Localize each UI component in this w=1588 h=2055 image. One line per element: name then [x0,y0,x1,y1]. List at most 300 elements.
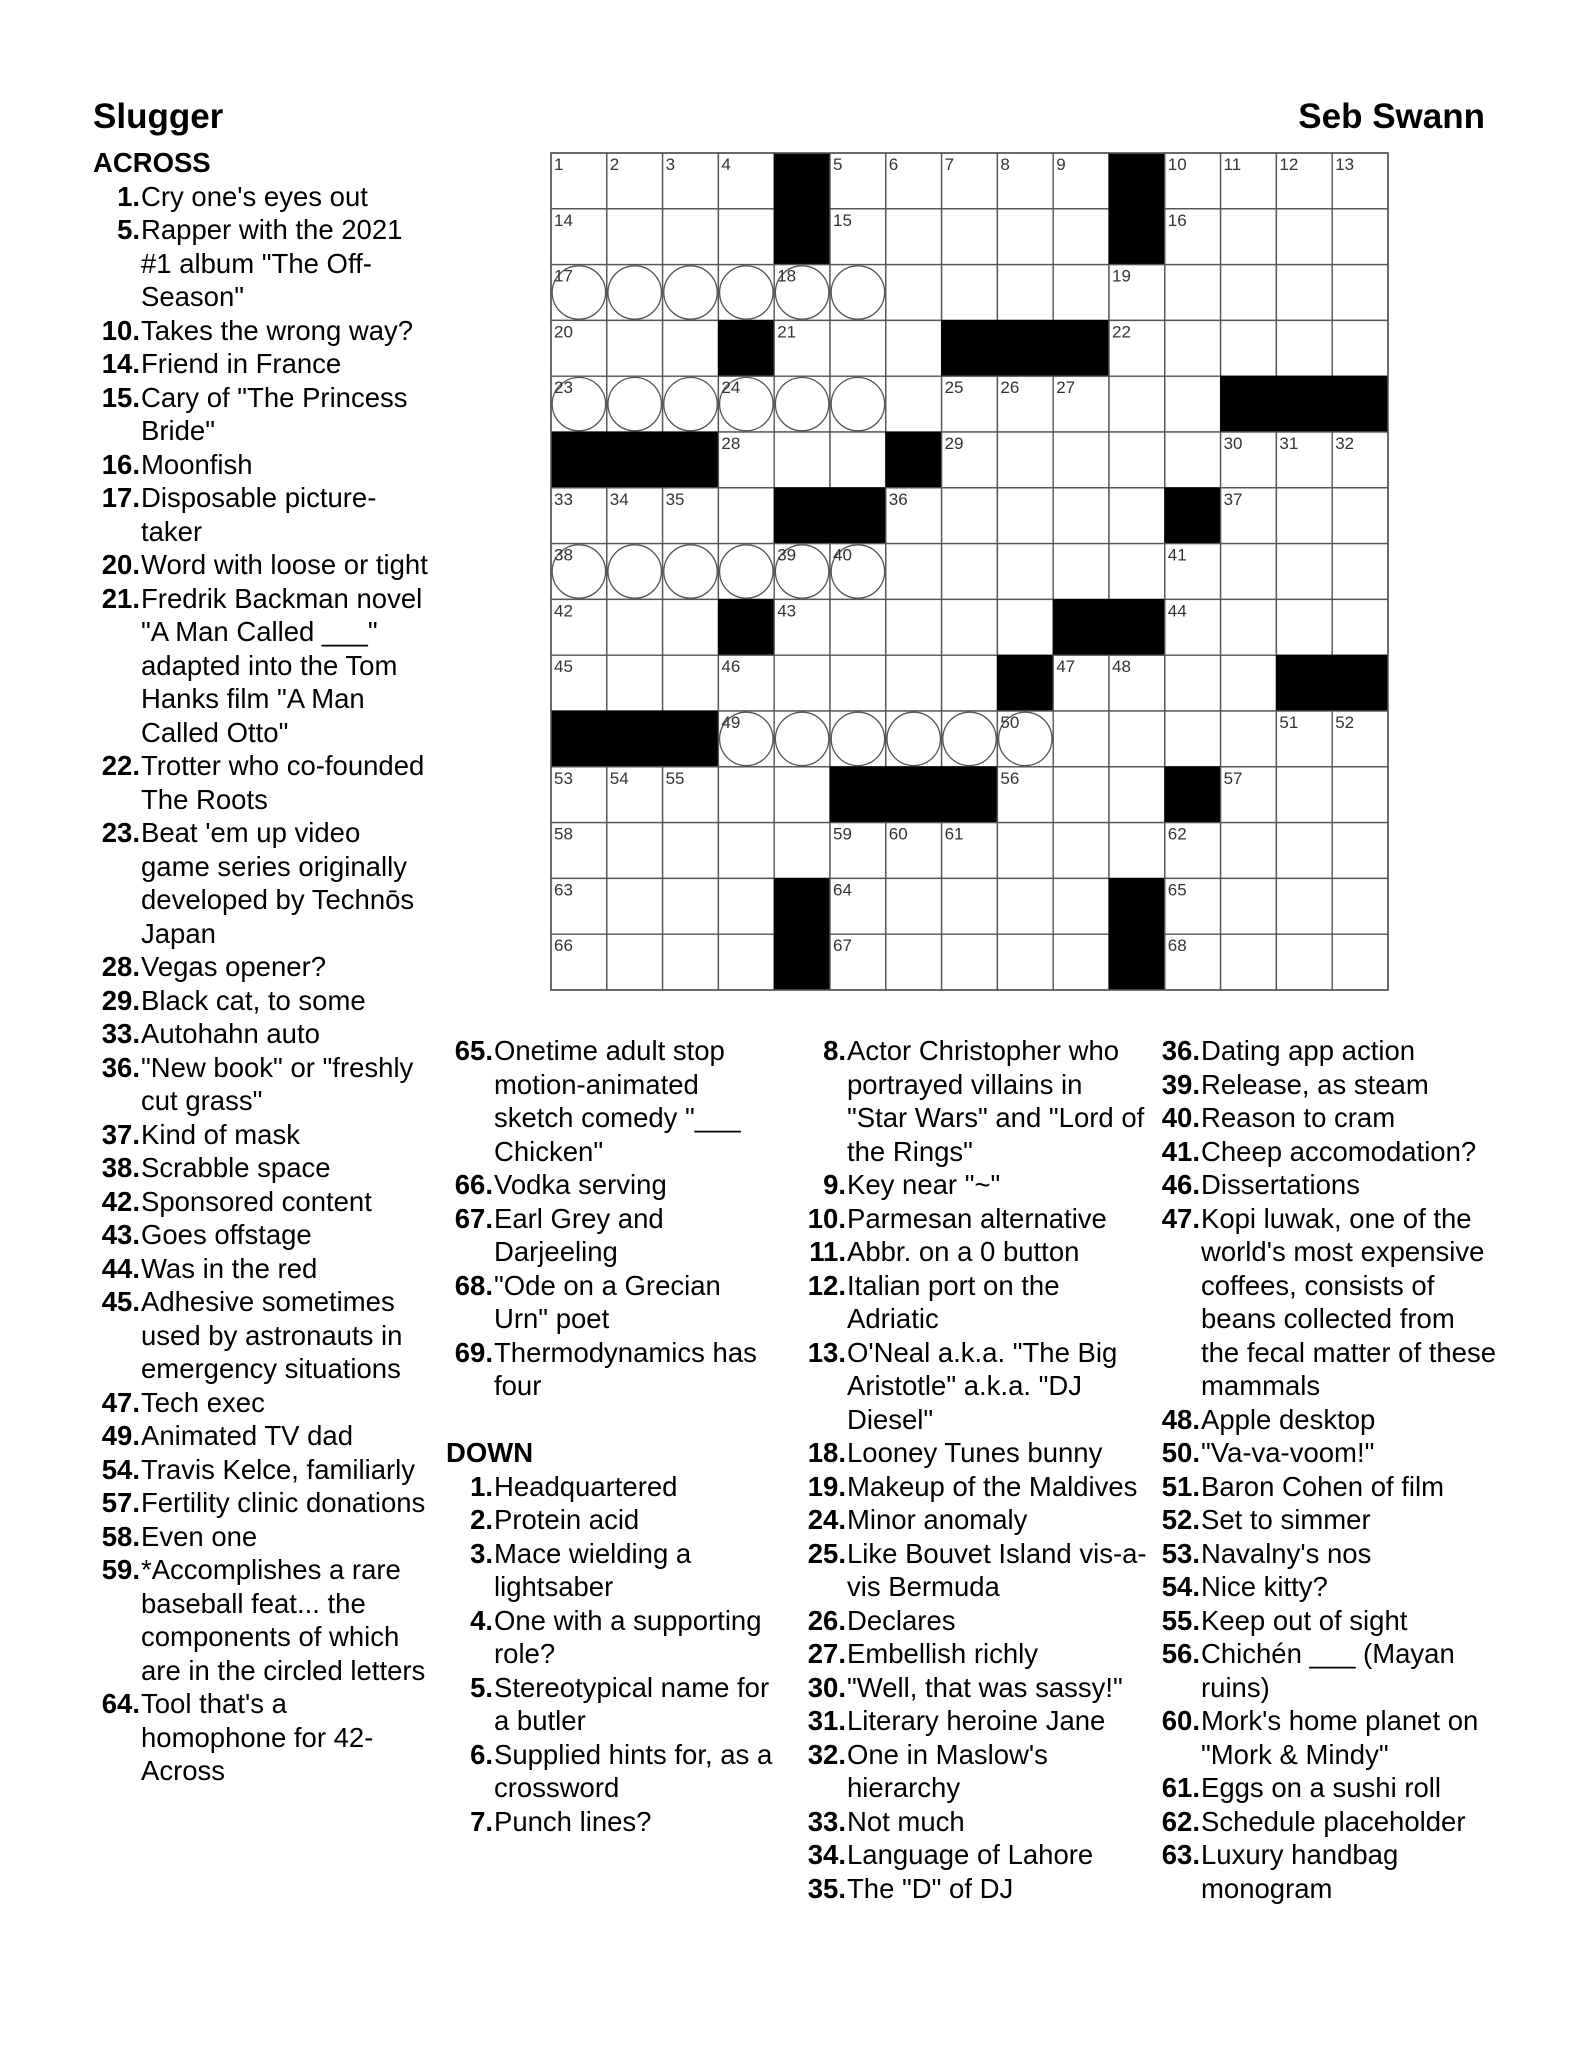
cell-number: 18 [777,266,797,286]
clue-text: One in Maslow's hierarchy [847,1738,1048,1803]
grid-cell[interactable] [1053,823,1109,879]
grid-cell[interactable] [1276,599,1332,655]
across-clue[interactable] [93,1486,435,1520]
grid-cell[interactable] [663,376,719,432]
down-clue[interactable] [799,1503,1149,1537]
cell-number: 40 [833,545,852,565]
cell-number: 47 [1056,657,1076,677]
cell-number: 39 [777,545,797,565]
down-clue[interactable] [1153,1503,1498,1537]
grid-cell[interactable] [607,934,663,990]
grid-cell[interactable] [1053,544,1109,600]
grid-cell[interactable] [1221,823,1277,879]
grid-cell[interactable] [830,655,886,711]
grid-cell[interactable] [830,599,886,655]
clue-text: Beat 'em up video game series originally developed by Technōs Japan [141,817,415,949]
clue-text: Autohahn auto [141,1018,320,1049]
grid-cell[interactable] [830,320,886,376]
grid-cell[interactable] [1109,544,1165,600]
down-clue[interactable] [1153,1704,1498,1771]
clue-text: Black cat, to some [141,984,366,1016]
clue-number: 42. [101,1185,140,1217]
grid-cell[interactable] [718,544,774,600]
down-clue[interactable] [1153,1771,1498,1805]
grid-cell[interactable] [1053,711,1109,767]
clue-text: Dating app action [1201,1035,1416,1066]
down-clue[interactable] [799,1604,1149,1638]
black-square [1276,655,1332,711]
down-clue[interactable] [799,1202,1149,1236]
grid-cell[interactable] [1165,376,1221,432]
grid-cell[interactable] [607,209,663,265]
cell-number: 63 [554,880,573,900]
clue-number: 57. [101,1487,140,1518]
across-clue[interactable] [93,1386,435,1420]
grid-cell[interactable] [663,655,719,711]
cell-number: 20 [554,322,573,342]
black-square [942,320,998,376]
grid-cell[interactable] [718,209,774,265]
clue-number: 64. [101,1688,140,1719]
black-square [551,432,607,488]
cell-number: 6 [888,155,899,174]
grid-cell[interactable] [663,599,719,655]
grid-cell[interactable] [997,599,1053,655]
clue-text: Chichén ___ (Mayan ruins) [1201,1638,1455,1703]
grid-cell[interactable] [1109,767,1165,823]
down-clue[interactable] [1153,1805,1498,1839]
grid-cell[interactable] [607,655,663,711]
cell-number: 49 [721,713,741,732]
grid-cell[interactable] [997,823,1053,879]
clue-number: 35. [807,1872,846,1904]
grid-cell[interactable] [997,209,1053,265]
cell-number: 38 [554,545,573,565]
down-clue[interactable] [1153,1034,1498,1068]
clue-number: 20. [101,549,140,580]
clue-text: Language of Lahore [847,1839,1094,1870]
across-clue[interactable] [93,347,435,381]
cell-number: 24 [721,378,741,398]
across-clue[interactable] [446,1168,781,1202]
grid-cell[interactable] [607,320,663,376]
down-clue[interactable] [799,1470,1149,1504]
clue-number: 10. [101,314,140,346]
cell-number: 15 [833,210,852,230]
grid-cell[interactable] [942,265,998,321]
clue-text: "Well, that was sassy!" [847,1671,1123,1703]
down-clue[interactable] [799,1034,1149,1168]
black-square [1053,320,1109,376]
clue-text: Abbr. on a 0 button [847,1236,1080,1267]
down-clue[interactable] [1153,1537,1498,1571]
cell-number: 64 [833,880,852,900]
down-clue-list-continued [799,1034,1149,1905]
clue-text: *Accomplishes a rare baseball feat... the components of which are in the circled letters [141,1554,426,1686]
clue-number: 37. [101,1118,140,1150]
clue-number: 33. [807,1805,846,1837]
across-clue[interactable] [93,180,435,214]
black-square [718,320,774,376]
across-clue[interactable] [93,816,435,950]
grid-cell[interactable] [1109,823,1165,879]
crossword-grid-svg[interactable] [550,152,1389,991]
clue-text: Word with loose or tight [141,549,428,580]
cell-number: 13 [1335,155,1355,174]
cell-number: 27 [1056,378,1076,398]
grid-cell[interactable] [1053,878,1109,934]
grid-cell[interactable] [607,376,663,432]
grid-cell[interactable] [774,711,830,767]
black-square [997,320,1053,376]
grid-cell[interactable] [1165,711,1221,767]
grid-cell[interactable] [718,767,774,823]
clue-number: 15. [101,381,140,413]
down-clue[interactable] [799,1738,1149,1805]
down-clue[interactable] [799,1436,1149,1470]
grid-cell[interactable] [1276,209,1332,265]
clue-number: 3. [470,1537,493,1569]
cell-number: 51 [1279,713,1299,732]
grid-cell[interactable] [1276,767,1332,823]
clue-number: 13. [807,1336,846,1368]
grid-cell[interactable] [1276,488,1332,544]
down-clue[interactable] [799,1537,1149,1604]
down-clue[interactable] [799,1671,1149,1705]
grid-cell[interactable] [997,265,1053,321]
grid-cell[interactable] [1053,934,1109,990]
across-clue[interactable] [446,1269,781,1336]
cell-number: 11 [1223,155,1242,174]
down-clue[interactable] [799,1872,1149,1906]
clue-column-1 [93,146,435,1788]
clue-number: 50. [1161,1437,1200,1468]
grid-cell[interactable] [663,265,719,321]
across-clue[interactable] [93,1520,435,1554]
grid-cell[interactable] [1165,432,1221,488]
grid-cell[interactable] [607,878,663,934]
clue-number: 5. [470,1671,493,1703]
black-square [1165,767,1221,823]
down-clue[interactable] [799,1235,1149,1269]
grid-cell[interactable] [663,209,719,265]
grid-cell[interactable] [1332,599,1388,655]
down-clue[interactable] [1153,1838,1498,1905]
grid-cell[interactable] [1332,209,1388,265]
across-clue[interactable] [93,1218,435,1252]
across-clue[interactable] [93,1687,435,1788]
clue-number: 47. [1161,1202,1200,1234]
clue-text: Keep out of sight [1201,1604,1408,1636]
across-clue[interactable] [93,1118,435,1152]
grid-cell[interactable] [774,823,830,879]
clue-text: Apple desktop [1201,1403,1376,1435]
across-clue[interactable] [93,582,435,750]
clue-text: Goes offstage [141,1219,312,1250]
down-clue[interactable] [1153,1202,1498,1403]
clue-number: 51. [1161,1470,1200,1502]
grid-cell[interactable] [886,599,942,655]
clue-text: Disposable picture-taker [141,482,377,547]
grid-cell[interactable] [886,544,942,600]
grid-cell[interactable] [607,265,663,321]
clue-number: 5. [117,214,140,245]
grid-cell[interactable] [607,823,663,879]
grid-cell[interactable] [1332,488,1388,544]
puzzle-title: Slugger [93,97,224,136]
clue-number: 16. [101,448,140,480]
across-clue[interactable] [446,1202,781,1269]
grid-cell[interactable] [886,320,942,376]
grid-cell[interactable] [1221,544,1277,600]
grid-cell[interactable] [1221,265,1277,321]
clue-number: 43. [101,1219,140,1250]
across-clue[interactable] [93,1017,435,1051]
grid-cell[interactable] [942,488,998,544]
across-clue[interactable] [93,1051,435,1118]
grid-cell[interactable] [1221,599,1277,655]
grid-cell[interactable] [830,432,886,488]
grid-cell[interactable] [1221,655,1277,711]
clue-number: 36. [1161,1035,1200,1066]
grid-cell[interactable] [942,934,998,990]
grid-cell[interactable] [830,376,886,432]
clue-text: Vodka serving [494,1169,667,1200]
grid-cell[interactable] [663,544,719,600]
clue-number: 1. [470,1470,493,1502]
across-clue[interactable] [93,1252,435,1286]
grid-cell[interactable] [1165,655,1221,711]
clue-number: 53. [1161,1537,1200,1569]
clue-number: 19. [807,1470,846,1502]
down-clue[interactable] [799,1838,1149,1872]
grid-cell[interactable] [1109,711,1165,767]
grid-cell[interactable] [1053,209,1109,265]
grid-cell[interactable] [1332,544,1388,600]
grid-cell[interactable] [663,878,719,934]
across-clue[interactable] [93,448,435,482]
grid-cell[interactable] [830,265,886,321]
grid-cell[interactable] [886,878,942,934]
down-clue[interactable] [1153,1168,1498,1202]
grid-cell[interactable] [942,711,998,767]
clue-text: Parmesan alternative [847,1202,1107,1234]
grid-cell[interactable] [942,544,998,600]
across-clue[interactable] [93,1285,435,1386]
grid-cell[interactable] [886,655,942,711]
crossword-grid[interactable] [550,152,1389,991]
down-clue[interactable] [1153,1135,1498,1169]
across-clue[interactable] [93,1553,435,1687]
grid-cell[interactable] [718,488,774,544]
grid-cell[interactable] [942,878,998,934]
down-clue[interactable] [799,1168,1149,1202]
grid-cell[interactable] [1109,432,1165,488]
across-clue[interactable] [93,548,435,582]
down-clue[interactable] [446,1503,781,1537]
grid-cell[interactable] [1332,934,1388,990]
across-clue[interactable] [93,1151,435,1185]
grid-cell[interactable] [1221,711,1277,767]
down-clue[interactable] [799,1704,1149,1738]
down-clue[interactable] [1153,1101,1498,1135]
clue-text: "Ode on a Grecian Urn" poet [494,1269,721,1334]
grid-cell[interactable] [1332,320,1388,376]
grid-cell[interactable] [1109,376,1165,432]
down-clue[interactable] [446,1604,781,1671]
clue-number: 69. [454,1336,493,1368]
grid-cell[interactable] [663,320,719,376]
grid-cell[interactable] [1332,265,1388,321]
grid-cell[interactable] [997,488,1053,544]
clue-text: Protein acid [494,1504,640,1535]
across-clue-list-continued [446,1034,781,1403]
grid-cell[interactable] [1053,488,1109,544]
clue-number: 41. [1161,1135,1200,1167]
grid-cell[interactable] [1276,878,1332,934]
cell-number: 17 [554,266,573,286]
cell-number: 2 [609,155,620,174]
down-clue[interactable] [799,1637,1149,1671]
grid-cell[interactable] [942,655,998,711]
down-clue[interactable] [1153,1604,1498,1638]
down-clue[interactable] [1153,1637,1498,1704]
grid-cell[interactable] [1053,432,1109,488]
across-clue[interactable] [93,1419,435,1453]
grid-cell[interactable] [886,376,942,432]
grid-cell[interactable] [1332,878,1388,934]
cell-number: 23 [554,378,573,398]
clue-number: 6. [470,1738,493,1770]
grid-cell[interactable] [1165,320,1221,376]
clue-number: 25. [807,1537,846,1569]
grid-cell[interactable] [718,934,774,990]
cell-number: 10 [1167,155,1187,174]
grid-cell[interactable] [663,823,719,879]
grid-cell[interactable] [774,432,830,488]
grid-cell[interactable] [718,823,774,879]
down-clue[interactable] [446,1470,781,1504]
cell-number: 52 [1335,713,1355,732]
across-clue[interactable] [93,950,435,984]
clue-number: 12. [807,1269,846,1301]
grid-cell[interactable] [1276,265,1332,321]
grid-cell[interactable] [774,767,830,823]
grid-cell[interactable] [718,878,774,934]
grid-cell[interactable] [1276,823,1332,879]
grid-cell[interactable] [1221,209,1277,265]
black-square [663,432,719,488]
down-clue[interactable] [446,1805,781,1839]
black-square [718,599,774,655]
grid-cell[interactable] [774,655,830,711]
down-clue[interactable] [1153,1570,1498,1604]
down-clue[interactable] [799,1805,1149,1839]
across-clue[interactable] [93,749,435,816]
clue-number: 8. [823,1035,846,1066]
grid-cell[interactable] [607,544,663,600]
down-clue[interactable] [799,1269,1149,1336]
across-clue[interactable] [93,1185,435,1219]
across-clue[interactable] [93,1453,435,1487]
grid-cell[interactable] [997,544,1053,600]
grid-cell[interactable] [1165,265,1221,321]
grid-cell[interactable] [1276,544,1332,600]
grid-cell[interactable] [886,209,942,265]
black-square [774,488,830,544]
clue-number: 58. [101,1520,140,1552]
black-square [1109,934,1165,990]
grid-cell[interactable] [997,432,1053,488]
clue-text: Friend in France [141,348,342,379]
grid-cell[interactable] [1276,320,1332,376]
grid-cell[interactable] [1221,320,1277,376]
grid-cell[interactable] [942,209,998,265]
clue-number: 33. [101,1018,140,1049]
down-clue[interactable] [446,1671,781,1738]
across-clue[interactable] [93,213,435,314]
down-clue[interactable] [1153,1436,1498,1470]
cell-number: 43 [777,601,797,621]
down-clue[interactable] [799,1336,1149,1437]
grid-cell[interactable] [774,376,830,432]
grid-cell[interactable] [663,934,719,990]
down-clue[interactable] [1153,1470,1498,1504]
clue-number: 68. [454,1269,493,1301]
grid-cell[interactable] [997,878,1053,934]
across-clue[interactable] [446,1336,781,1403]
across-clue[interactable] [93,481,435,548]
grid-cell[interactable] [830,711,886,767]
cell-number: 33 [554,489,573,509]
down-clue[interactable] [446,1537,781,1604]
clue-number: 30. [807,1671,846,1703]
grid-cell[interactable] [1332,767,1388,823]
across-clue[interactable] [93,984,435,1018]
grid-cell[interactable] [1053,767,1109,823]
down-clue[interactable] [1153,1403,1498,1437]
grid-cell[interactable] [718,265,774,321]
across-clue[interactable] [446,1034,781,1168]
clue-number: 17. [101,482,140,513]
grid-cell[interactable] [942,599,998,655]
grid-cell[interactable] [607,599,663,655]
clue-text: Animated TV dad [141,1420,353,1451]
cell-number: 22 [1112,322,1131,342]
grid-cell[interactable] [886,711,942,767]
grid-cell[interactable] [997,934,1053,990]
grid-cell[interactable] [1332,823,1388,879]
across-clue[interactable] [93,314,435,348]
grid-cell[interactable] [1053,265,1109,321]
grid-cell[interactable] [1221,878,1277,934]
clue-text: Punch lines? [494,1805,652,1837]
across-clue[interactable] [93,381,435,448]
black-square [1109,599,1165,655]
grid-cell[interactable] [886,265,942,321]
grid-cell[interactable] [1221,934,1277,990]
grid-cell[interactable] [886,934,942,990]
clue-text: Embellish richly [847,1638,1039,1669]
down-heading: DOWN [446,1437,534,1468]
down-clue[interactable] [1153,1068,1498,1102]
clue-text: Reason to cram [1201,1102,1396,1133]
cell-number: 34 [609,489,629,509]
down-clue[interactable] [446,1738,781,1805]
grid-cell[interactable] [1276,934,1332,990]
grid-cell[interactable] [1109,488,1165,544]
clue-number: 7. [470,1805,493,1837]
